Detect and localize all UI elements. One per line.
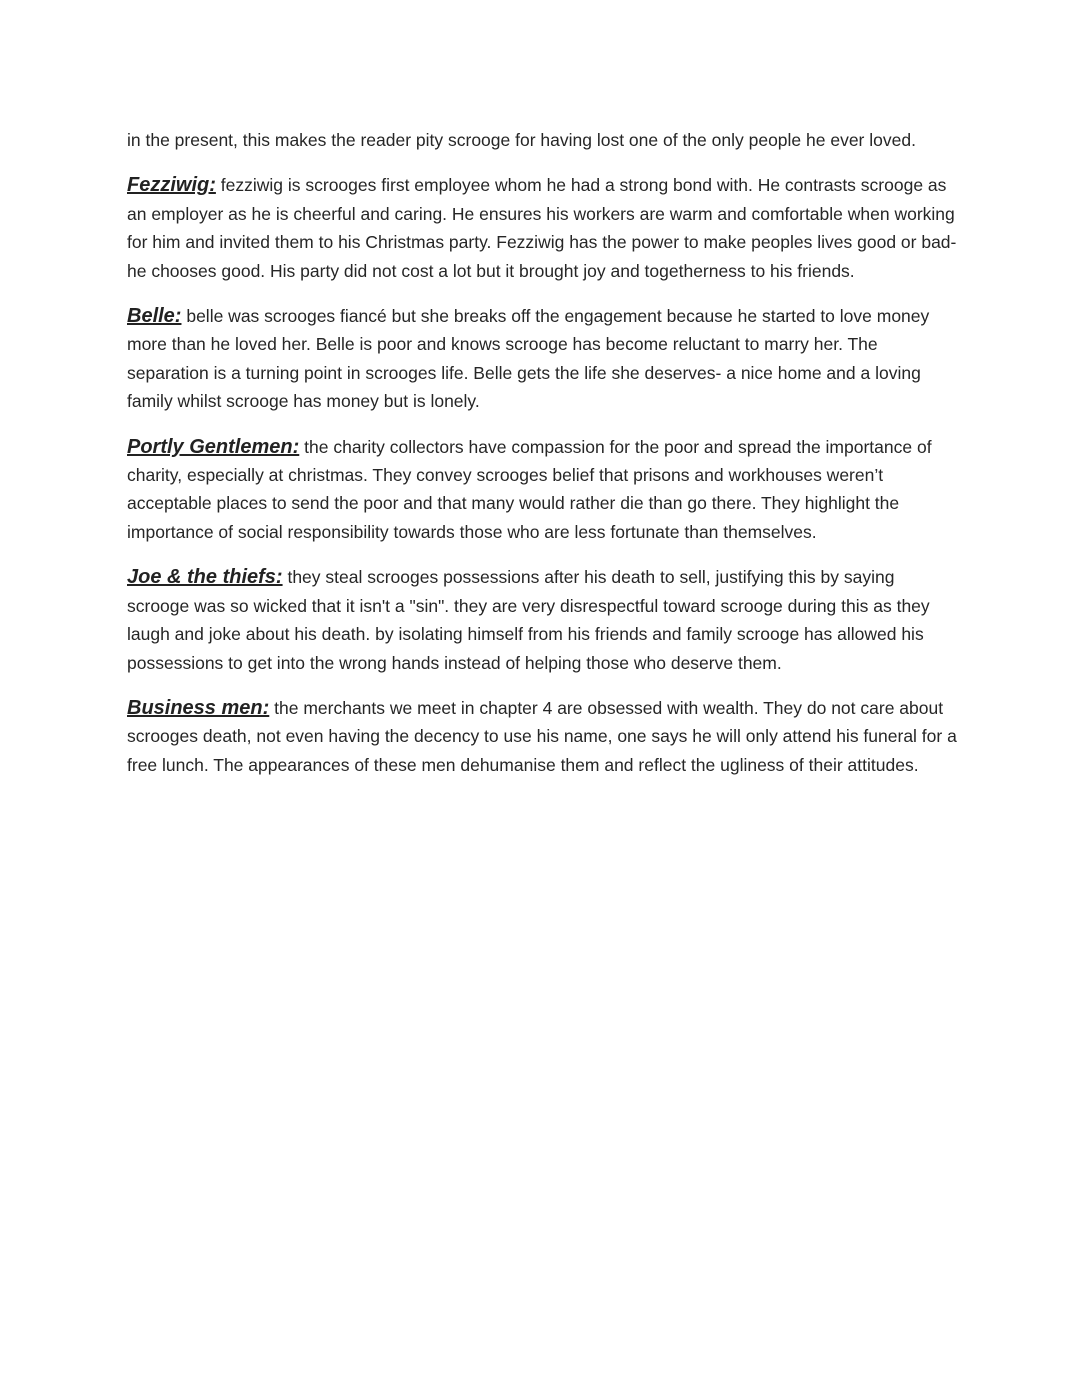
- section-portly-gentlemen: [127, 433, 957, 547]
- section-joe-and-thiefs: [127, 563, 957, 677]
- section-body: the merchants we meet in chapter 4 are obsessed with wealth. They do not care about scrooges death, not even having the decency to use his name, one says he will only attend his funeral for a free lunch. The appearances of these men dehumanise them and reflect the ugliness of their attitudes.: [127, 697, 957, 775]
- intro-paragraph: [127, 126, 957, 154]
- section-heading: Business men:: [127, 696, 270, 719]
- section-business-men: [127, 694, 957, 779]
- section-heading: Joe & the thiefs:: [127, 566, 283, 589]
- intro-text: in the present, this makes the reader pity scrooge for having lost one of the only people he ever loved.: [127, 130, 916, 150]
- section-heading: Belle:: [127, 305, 182, 328]
- section-body: belle was scrooges fiancé but she breaks off the engagement because he started to love money more than he loved her. Belle is poor and knows scrooge has become reluctant to marry her. The separation is a turning point in scrooges life. Belle gets the life she deserves- a nice home and a loving family whilst scrooge has money but is lonely.: [127, 306, 930, 412]
- section-heading: Fezziwig:: [127, 174, 216, 197]
- section-body: they steal scrooges possessions after his death to sell, justifying this by saying scrooge was so wicked that it isn't a "sin". they are very disrespectful toward scrooge during this as they laugh and joke about his death. by isolating himself from his friends and family scrooge has allowed his possessions to get into the wrong hands instead of helping those who deserve them.: [127, 567, 930, 673]
- section-body: fezziwig is scrooges first employee whom he had a strong bond with. He contrasts scrooge as an employer as he is cheerful and caring. He ensures his workers are warm and comfortable when working for him and invited them to his Christmas party. Fezziwig has the power to make peoples lives good or bad- he chooses good. His party did not cost a lot but it brought joy and togetherness to his friends.: [127, 175, 957, 281]
- document-page: [127, 126, 957, 796]
- section-body: the charity collectors have compassion for the poor and spread the importance of charity, especially at christmas. They convey scrooges belief that prisons and workhouses weren’t acceptable places to send the poor and that many would rather die than go there. They highlight the importance of social responsibility towards those who are less fortunate than themselves.: [127, 436, 932, 542]
- section-belle: [127, 302, 957, 416]
- section-fezziwig: [127, 171, 957, 285]
- section-heading: Portly Gentlemen:: [127, 435, 300, 458]
